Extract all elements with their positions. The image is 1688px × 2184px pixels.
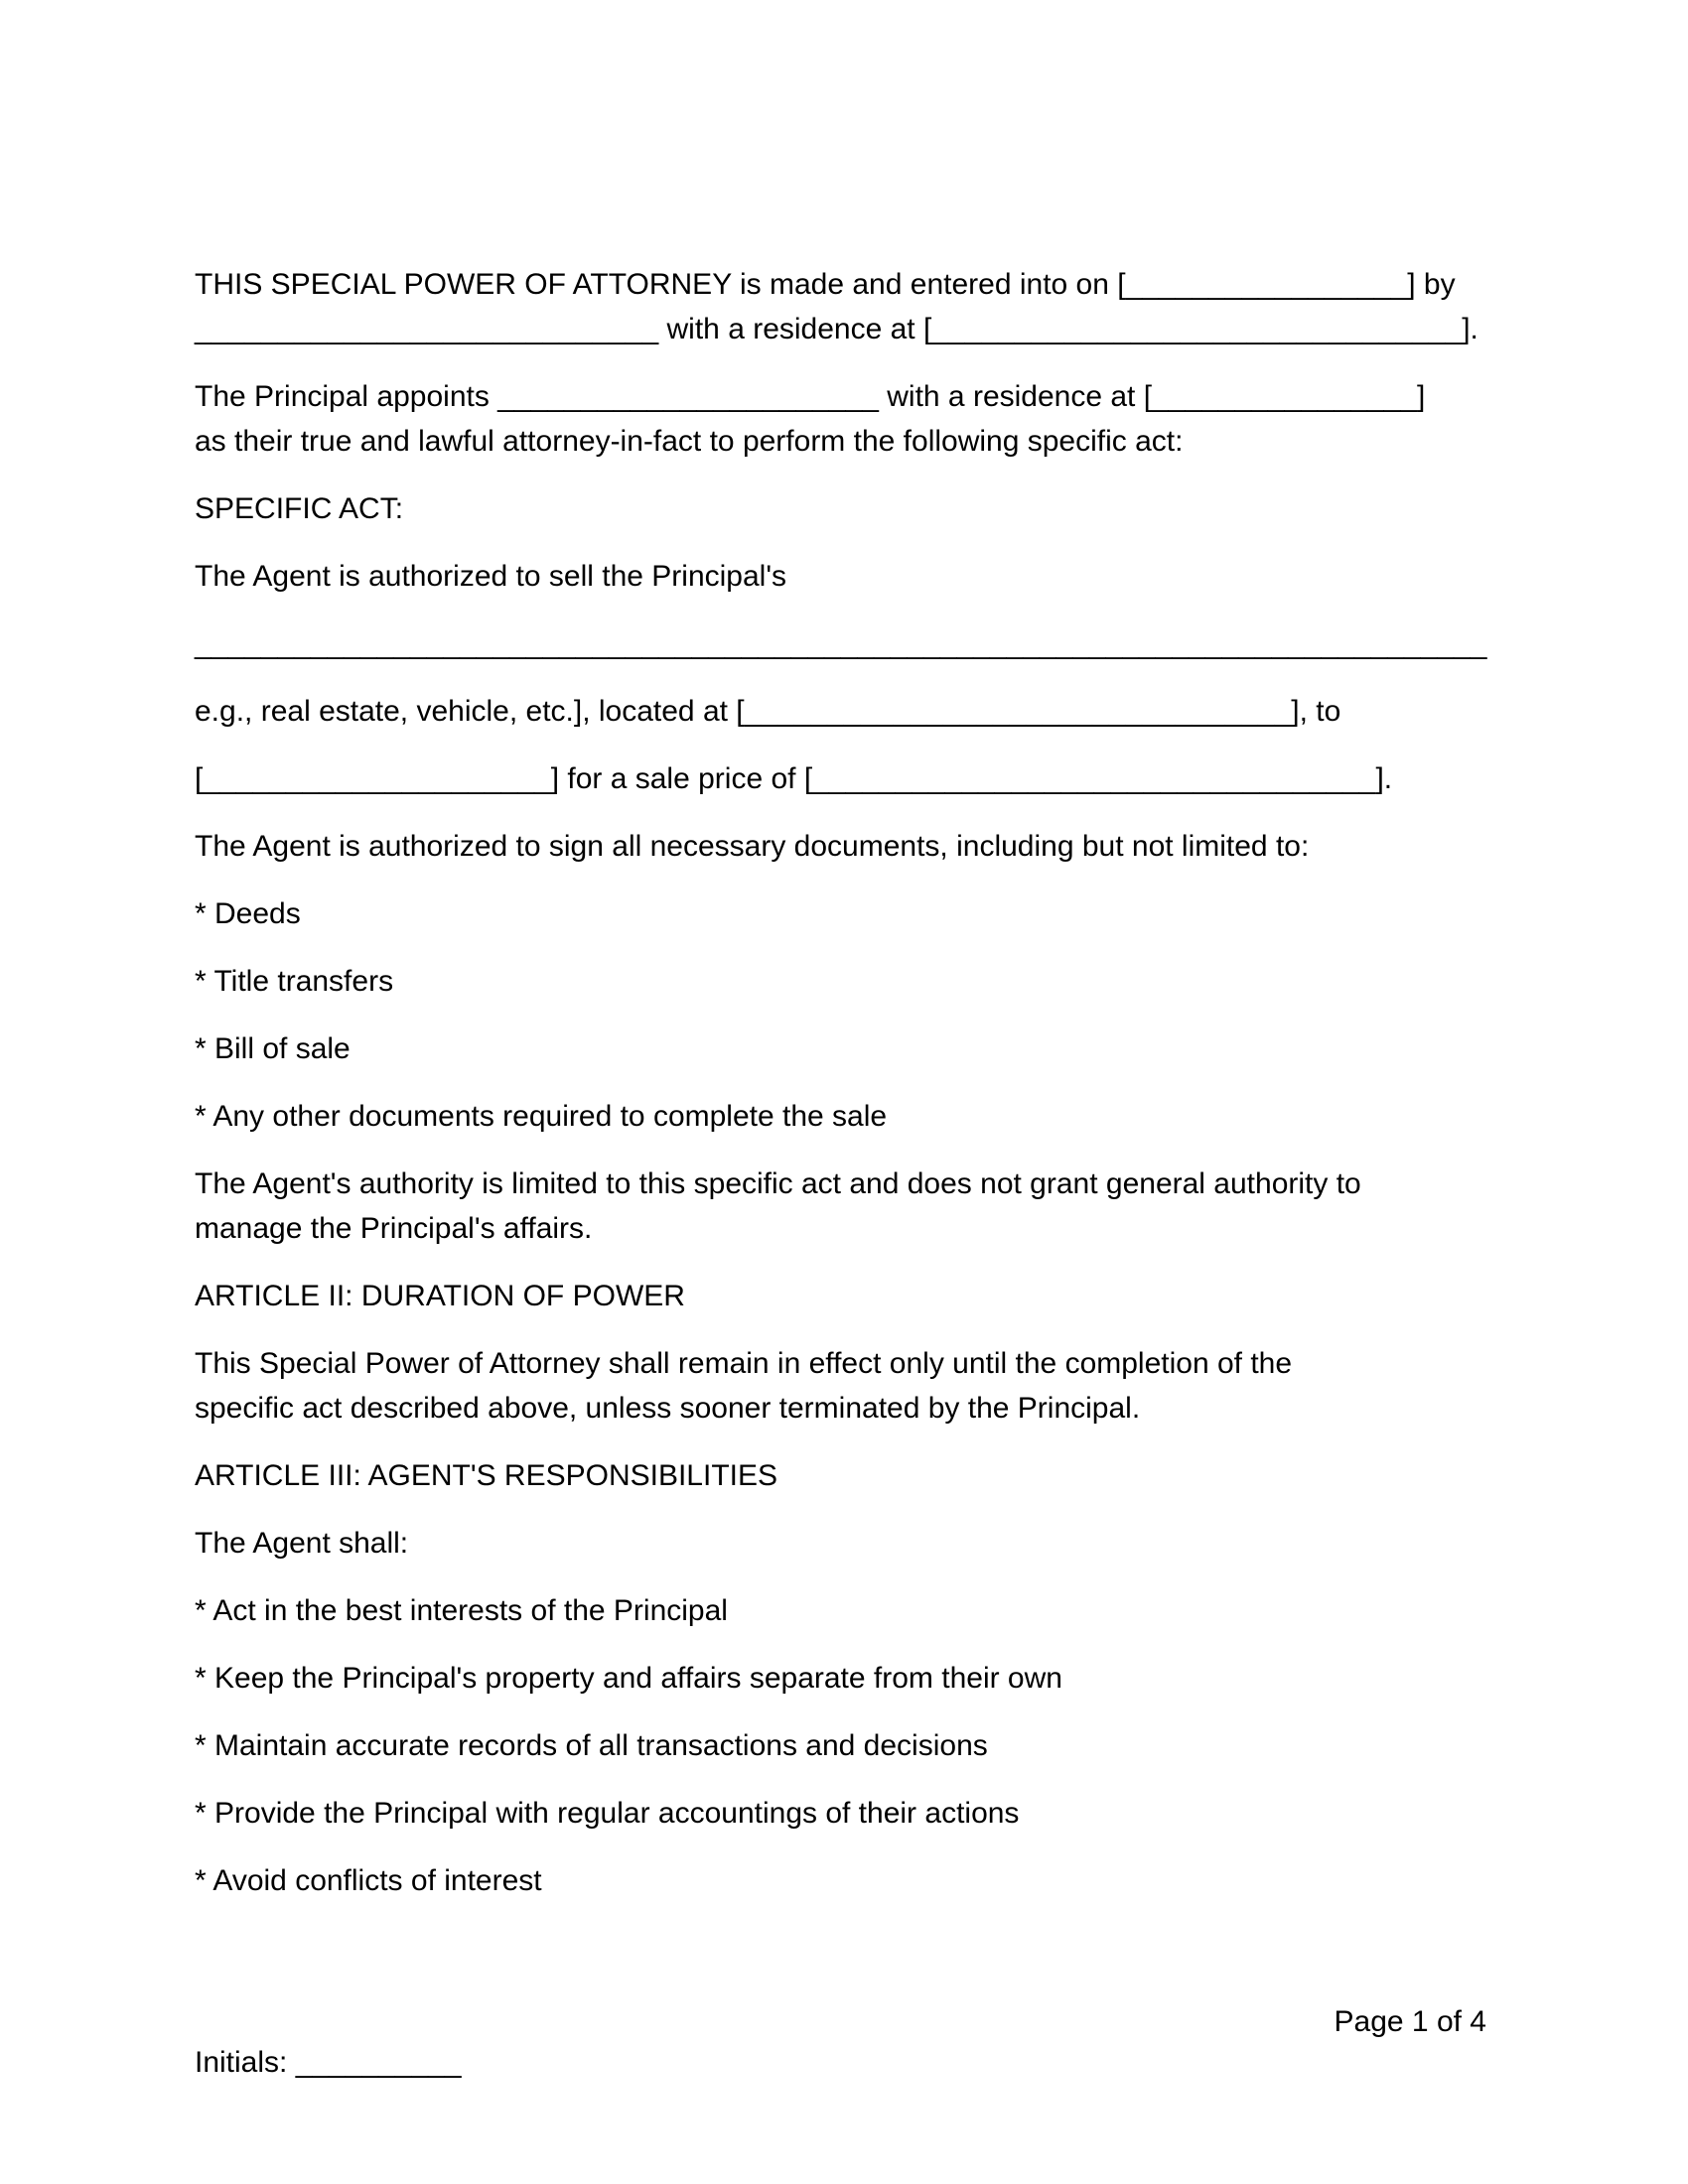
text-line: This Special Power of Attorney shall remain in effect only until the completion of the: [195, 1347, 1293, 1380]
document-body: [195, 262, 1585, 1926]
text-line: specific act described above, unless sooner terminated by the Principal.: [195, 1392, 1141, 1425]
text-line: as their true and lawful attorney-in-fact to perform the following specific act:: [195, 425, 1184, 458]
paragraph: [195, 891, 1585, 936]
text-line: * Any other documents required to complete the sale: [195, 1100, 888, 1133]
paragraph: [195, 824, 1585, 869]
text-line: * Deeds: [195, 897, 301, 930]
paragraph: [195, 1094, 1585, 1139]
paragraph: [195, 1656, 1585, 1701]
paragraph: [195, 689, 1585, 734]
text-line: * Title transfers: [195, 965, 394, 998]
paragraph: [195, 1791, 1585, 1836]
text-line: SPECIFIC ACT:: [195, 492, 404, 525]
text-line: The Agent shall:: [195, 1527, 409, 1560]
paragraph: [195, 1723, 1585, 1768]
text-line: * Provide the Principal with regular accountings of their actions: [195, 1797, 1020, 1830]
paragraph: [195, 959, 1585, 1004]
paragraph: [195, 1453, 1585, 1498]
text-line: e.g., real estate, vehicle, etc.], located at [_________________________________], to: [195, 695, 1341, 728]
paragraph: [195, 621, 1585, 666]
paragraph: [195, 554, 1585, 599]
text-line: * Act in the best interests of the Principal: [195, 1594, 728, 1627]
text-line: * Maintain accurate records of all transactions and decisions: [195, 1729, 988, 1762]
initials-field: Initials: __________: [195, 2046, 462, 2079]
paragraph: [195, 374, 1585, 464]
paragraph: [195, 486, 1585, 531]
text-line: The Agent's authority is limited to this specific act and does not grant general authority to: [195, 1167, 1361, 1200]
paragraph: [195, 262, 1585, 351]
paragraph: [195, 1161, 1585, 1251]
text-line: * Bill of sale: [195, 1032, 351, 1065]
text-line: manage the Principal's affairs.: [195, 1212, 593, 1245]
text-line: [_____________________] for a sale price of [__________________________________].: [195, 762, 1393, 795]
text-line: ARTICLE III: AGENT'S RESPONSIBILITIES: [195, 1459, 778, 1492]
paragraph: [195, 1026, 1585, 1071]
paragraph: [195, 1858, 1585, 1903]
text-line: ARTICLE II: DURATION OF POWER: [195, 1280, 685, 1312]
paragraph: [195, 1274, 1585, 1318]
paragraph: [195, 1588, 1585, 1633]
text-line: The Principal appoints _______________________ with a residence at [________________]: [195, 380, 1426, 413]
paragraph: [195, 1341, 1585, 1431]
paragraph: [195, 756, 1585, 801]
page-number: Page 1 of 4: [1334, 2005, 1486, 2038]
text-line: * Avoid conflicts of interest: [195, 1864, 542, 1897]
text-line: ____________________________ with a residence at [________________________________].: [195, 313, 1478, 345]
text-line: The Agent is authorized to sign all necessary documents, including but not limited to:: [195, 830, 1310, 863]
text-line: ______________________________________________________________________________: [195, 627, 1487, 660]
text-line: * Keep the Principal's property and affairs separate from their own: [195, 1662, 1062, 1695]
text-line: THIS SPECIAL POWER OF ATTORNEY is made and entered into on [_________________] by: [195, 268, 1456, 301]
paragraph: [195, 1521, 1585, 1566]
text-line: The Agent is authorized to sell the Principal's: [195, 560, 787, 593]
